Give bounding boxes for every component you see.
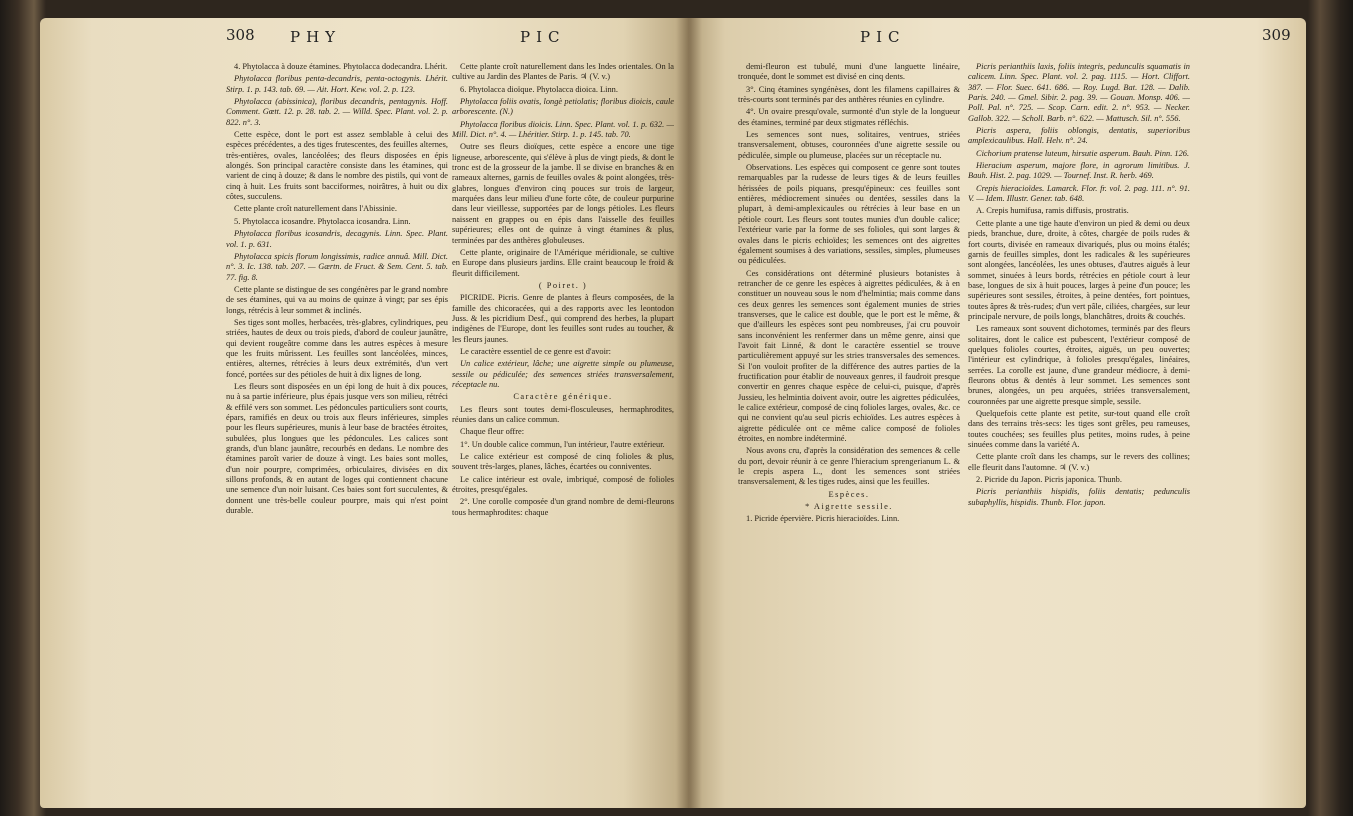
paragraph: ( Poiret. ) <box>538 280 588 290</box>
paragraph: Picris perianthiis hispidis, foliis dentatis; pedunculis subaphyllis, hispidis. Thunb. Flor. japon. <box>968 487 1190 507</box>
paragraph: Crepis hieracioïdes. Lamarck. Flor. fr. vol. 2. pag. 111. n°. 91. V. — Idem. Illustr. Gener. tab. 648. <box>968 183 1190 204</box>
paragraph: Le calice intérieur est ovale, imbriqué, composé de folioles étroites, presqu'égales. <box>452 474 674 495</box>
paragraph: Les rameaux sont souvent dichotomes, terminés par des fleurs solitaires, dont le calice est pubescent, l'extérieur composé de quelques folioles courtes, étroites, aiguës, un peu ouvertes; l'intérieur est cylindrique, à folioles presqu'égales, linéaires, serrées. La corolle est jaune, d'une grandeur médiocre, à demi-fleurons obtus & dentés à leur sommet. Les semences sont brunes, alongées, un peu arquées, striées transversalement, couronnées par une aigrette presque simple, sessile. <box>968 324 1190 406</box>
paragraph: 4. Phytolacca à douze étamines. Phytolacca dodecandra. Lhérit. <box>234 62 448 71</box>
paragraph: Phytolacca (abissinica), floribus decandris, pentagynis. Hoff. Comment. Gœtt. 12. p. 28. tab. 2. — Willd. Spec. Plant. vol. 2. p. 822. n°. 3. <box>226 97 448 127</box>
left-running-head-col2: PIC <box>520 28 566 46</box>
right-running-head: PIC <box>860 28 906 46</box>
paragraph: Le caractère essentiel de ce genre est d'avoir: <box>460 346 612 356</box>
paragraph: demi-fleuron est tubulé, muni d'une languette linéaire, tronquée, dont le sommet est divisé en cinq dents. <box>738 62 960 82</box>
left-page-number: 308 <box>226 26 255 44</box>
paragraph: Cette plante croît dans les champs, sur le revers des collines; elle fleurit dans l'automne. ♃ (V. v.) <box>968 452 1190 472</box>
paragraph: Les semences sont nues, solitaires, ventrues, striées transversalement, obtuses, couronnées d'une aigrette sessile ou pédiculée, simple ou plumeuse, placées sur un réceptacle nu. <box>738 130 960 160</box>
paragraph: 1. Picride épervière. Picris hieracioïdes. Linn. <box>746 514 900 524</box>
column-4 <box>968 62 1190 510</box>
paragraph: Cette plante croît naturellement dans l'Abissinie. <box>234 204 397 214</box>
paragraph: Outre ses fleurs dioïques, cette espèce a encore une tige ligneuse, arborescente, qui s'élève à plus de vingt pieds, & dont le tronc est de la grosseur de la jambe. Il se divise en branches & en rameaux alternes, garnis de feuilles ovales & point alongées, très-glabres, longues d'environ cinq pouces sur trois de largeur, marquées dans leur milieu d'une forte côte, de couleur purpurine dans leur vieillesse, supportées par de longs pétioles. Les fleurs naissent en grappes ou en épis dans l'aisselle des feuilles supérieures; elles ont de quinze à vingt étamines & plus, terminées par des anthères globuleuses. <box>452 142 674 245</box>
paragraph: 1°. Un double calice commun, l'un intérieur, l'autre extérieur. <box>460 439 665 449</box>
paragraph: Phytolacca spicis florum longissimis, radice annuâ. Mill. Dict. n°. 3. Ic. 138. tab. 207. — Gærtn. de Fruct. & Sem. Cent. 5. tab. 77. fig. 8. <box>226 251 448 282</box>
left-running-head: PHY <box>290 28 342 46</box>
paragraph: Nous avons cru, d'après la considération des semences & celle du port, devoir réunir à ce genre l'hieracium sprengerianum L. & le crepis aspera L., dont les semences sont striées transversalement, & les tiges rudes, ainsi que les feuilles. <box>738 446 960 487</box>
right-page-number: 309 <box>1262 26 1291 44</box>
paragraph: Quelquefois cette plante est petite, sur-tout quand elle croît dans des terrains très-secs: les tiges sont grêles, peu rameuses, toutes couchées; ses feuilles plus petites, moins rudes, à peine sinuées comme dans la variété A. <box>968 409 1190 450</box>
paragraph: Caractère générique. <box>513 392 613 402</box>
paragraph: Un calice extérieur, lâche; une aigrette simple ou plumeuse, sessile ou pédiculée; des semences striées transversalement, réceptacle nu. <box>452 359 674 389</box>
paragraph: Ces considérations ont déterminé plusieurs botanistes à retrancher de ce genre les espèces à aigrettes pédiculées, & à en constituer un nouveau sous le nom d'helmintia; mais comme dans ces deux genres les semences sont également munies de stries transverses, que le calice est double, que le port est le même, & que d'ailleurs les espèces sont peu nombreuses, j'ai cru pouvoir sans inconvénient les renfermer dans un même genre, ainsi que l'avoit fait Linné, & dont le caractère essentiel se trouve particulièrement appuyé sur les stries transversales des semences. Si l'on vouloit profiter de la différence des autres parties de la fructification pour établir de nouveaux genres, il faudroit presque convertir en genres chaque espèce de celui-ci, puisque, d'après Jussieu, les helmintia doivent avoir, outre les aigrettes pédiculées, le calice extérieur, composé de cinq folioles larges, ovales, &c. ce qui ne convient qu'au seul picris echioïdes. Les autres espèces à aigrette pédiculée ont ce même calice composé de folioles étroites, en nombre indéterminé. <box>738 268 960 444</box>
paragraph: 2. Picride du Japon. Picris japonica. Thunb. <box>976 475 1122 485</box>
paragraph: PICRIDE. Picris. Genre de plantes à fleurs composées, de la famille des chicoracées, qui a des rapports avec les leontodon Juss. & les picridium Desf., qui comprend des herbes, la plupart indigènes de l'Europe, dont les feuilles sont rudes au toucher, & les fleurs jaunes. <box>452 293 674 344</box>
paragraph: Hieracium asperum, majore flore, in agrorum limitibus. J. Bauh. Hist. 2. pag. 1029. — Tournef. Inst. R. herb. 469. <box>968 161 1190 181</box>
paragraph: Espèces. <box>828 489 870 499</box>
paragraph: 4°. Un ovaire presqu'ovale, surmonté d'un style de la longueur des étamines, terminé par deux stigmates réfléchis. <box>738 107 960 127</box>
paragraph: Phytolacca floribus dioicis. Linn. Spec. Plant. vol. 1. p. 632. — Mill. Dict. n°. 4. — Lhéritier. Stirp. 1. p. 145. tab. 70. <box>452 119 674 140</box>
paragraph: Picris aspera, foliis oblongis, dentatis, superioribus amplexicaulibus. Hall. Helv. n°. 24. <box>968 126 1190 146</box>
paragraph: 6. Phytolacca dioïque. Phytolacca dioica. Linn. <box>460 84 618 94</box>
paragraph: Les fleurs sont toutes demi-flosculeuses, hermaphrodites, réunies dans un calice commun. <box>452 404 674 424</box>
paragraph: Picris perianthiis laxis, foliis integris, pedunculis squamatis in calicem. Linn. Spec. Plant. vol. 2. pag. 1115. — Hort. Cliffort. 387. — Flor. Suec. 641. 686. — Roy. Lugd. Bat. 128. — Dalib. Paris. 240. — Gmel. Sibir. 2. pag. 39. — Gouan. Monsp. 406. — Poll. Pal. n°. 725. — Scop. Carn. edit. 2. n°. 953. — Necker. Gallob. 322. — Scholl. Barb. n°. 622. — Mattusch. Sil. n°. 556. <box>968 62 1190 123</box>
paragraph: Chaque fleur offre: <box>460 427 525 437</box>
book-gutter <box>676 18 702 808</box>
paragraph: * Aigrette sessile. <box>805 502 893 512</box>
paragraph: Ses tiges sont molles, herbacées, très-glabres, cylindriques, peu striées, hautes de deux ou trois pieds, d'abord de couleur jaunâtre, qui devient rougeâtre comme dans les autres espèces à mesure que les fruits mûrissent. Les feuilles sont lancéolées, minces, entières, alternes, rétrécies à leurs deux extrémités, d'un vert foncé, portées sur des pétioles de huit à dix lignes de long. <box>226 317 448 379</box>
paragraph: A. Crepis humifusa, ramis diffusis, prostratis. <box>976 206 1129 216</box>
paragraph: Phytolacca foliis ovatis, longè petiolatis; floribus dioicis, caule arborescente. (N.) <box>452 97 674 117</box>
paragraph: Cette plante, originaire de l'Amérique méridionale, se cultive en Europe dans plusieurs jardins. Elle craint beaucoup le froid & fleurit difficilement. <box>452 247 674 278</box>
paragraph: 3°. Cinq étamines syngénèses, dont les filamens capillaires & très-courts sont terminés par des anthères réunies en cylindre. <box>738 84 960 105</box>
paragraph: Phytolacca floribus icosandris, decagynis. Linn. Spec. Plant. vol. 1. p. 631. <box>226 229 448 249</box>
paragraph: Phytolacca floribus penta-decandris, penta-octogynis. Lhérit. Stirp. 1. p. 143. tab. 69. — Ait. Hort. Kew. vol. 2. p. 123. <box>226 74 448 94</box>
paragraph: Observations. Les espèces qui composent ce genre sont toutes remarquables par la rudesse de leurs tiges & de leurs feuilles hérissées de poils piquans, presqu'épineux: ces feuilles sont entières, médiocrement sinuées ou dentées, sessiles dans la plupart, à demi-amplexicaules ou rétrécies à leur base en un pétiole court. Les fleurs sont toutes munies d'un double calice; l'extérieur varie par la forme de ses folioles, qui sont larges & ovales dans le picris echioïdes; les semences ont des aigrettes également soumises à des variations, sessiles, simples, plumeuses ou pédiculées. <box>738 163 960 266</box>
paragraph: Les fleurs sont disposées en un épi long de huit à dix pouces, nu à sa partie inférieure, plus épais jusque vers son milieu, rétréci & effilé vers son sommet. Les pédoncules particuliers sont courts, épars, ramifiés en deux ou trois aux fleurs inférieures, simples pour les fleurs supérieures, munis à leur base de bractées étroites, subulées, plus longues que les pédoncules. Les calices sont grands, d'un blanc jaunâtre, recourbés en dedans. Le nombre des étamines paroît varier de douze à vingt. Les baies sont molles, d'un noir pourpre, comprimées, orbiculaires, divisées en dix sillons profonds, & en autant de loges qui contiennent chacune une semence d'un noir luisant. Ces baies sont fort succulentes, & donnent une très-belle couleur pourpre, mais qui n'est point durable. <box>226 381 448 516</box>
paragraph: Cette plante croît naturellement dans les Indes orientales. On la cultive au Jardin des Plantes de Paris. ♃ (V. v.) <box>452 62 674 82</box>
paragraph: 5. Phytolacca icosandre. Phytolacca icosandra. Linn. <box>234 216 411 226</box>
column-3 <box>738 62 960 527</box>
paragraph: Le calice extérieur est composé de cinq folioles & plus, souvent très-larges, planes, lâches, écartées ou conniventes. <box>452 452 674 472</box>
paragraph: Cette espèce, dont le port est assez semblable à celui des espèces précédentes, a des tiges frutescentes, des feuilles alternes, très-entières, ovales, lancéolées; des fleurs disposées en épis alongés. Son principal caractère consiste dans les étamines, qui varient de cinq à douze; & dans le nombre des pistils, qui vont de cinq à huit. Les fruits sont bacciformes, noirâtres, à huit ou dix côtes, succulens. <box>226 130 448 202</box>
column-2 <box>452 62 674 520</box>
paragraph: 2°. Une corolle composée d'un grand nombre de demi-fleurons tous hermaphrodites: chaque <box>452 497 674 517</box>
paragraph: Cichorium pratense luteum, hirsutie asperum. Bauh. Pinn. 126. <box>976 148 1190 158</box>
paragraph: Cette plante a une tige haute d'environ un pied & demi ou deux pieds, branchue, dure, droite, à côtes, chargée de poils rudes & fort courts, divisée en rameaux divariqués, plus ou moins étalés; garnis de feuilles simples, dont les radicales & les supérieures sont alongées, lancéolées, les unes obtuses, d'autres aiguës à leur sommet, sinuées à leurs bords, rétrécies en pétiole court à leur base, longues de six à huit pouces, larges à peine d'un pouce; les supérieures sont sessiles, étroites, à peine dentées, fort pointues, toutes âpres & très-rudes; d'un vert pâle, ciliées, chargées, sur leur principale nervure, de poils longs, blanchâtres, droits & couchés. <box>968 218 1190 321</box>
column-1 <box>226 62 448 518</box>
paragraph: Cette plante se distingue de ses congénères par le grand nombre de ses étamines, qui va au moins de quinze à vingt; par ses épis longs, rétrécis à leur sommet & inclinés. <box>226 284 448 315</box>
